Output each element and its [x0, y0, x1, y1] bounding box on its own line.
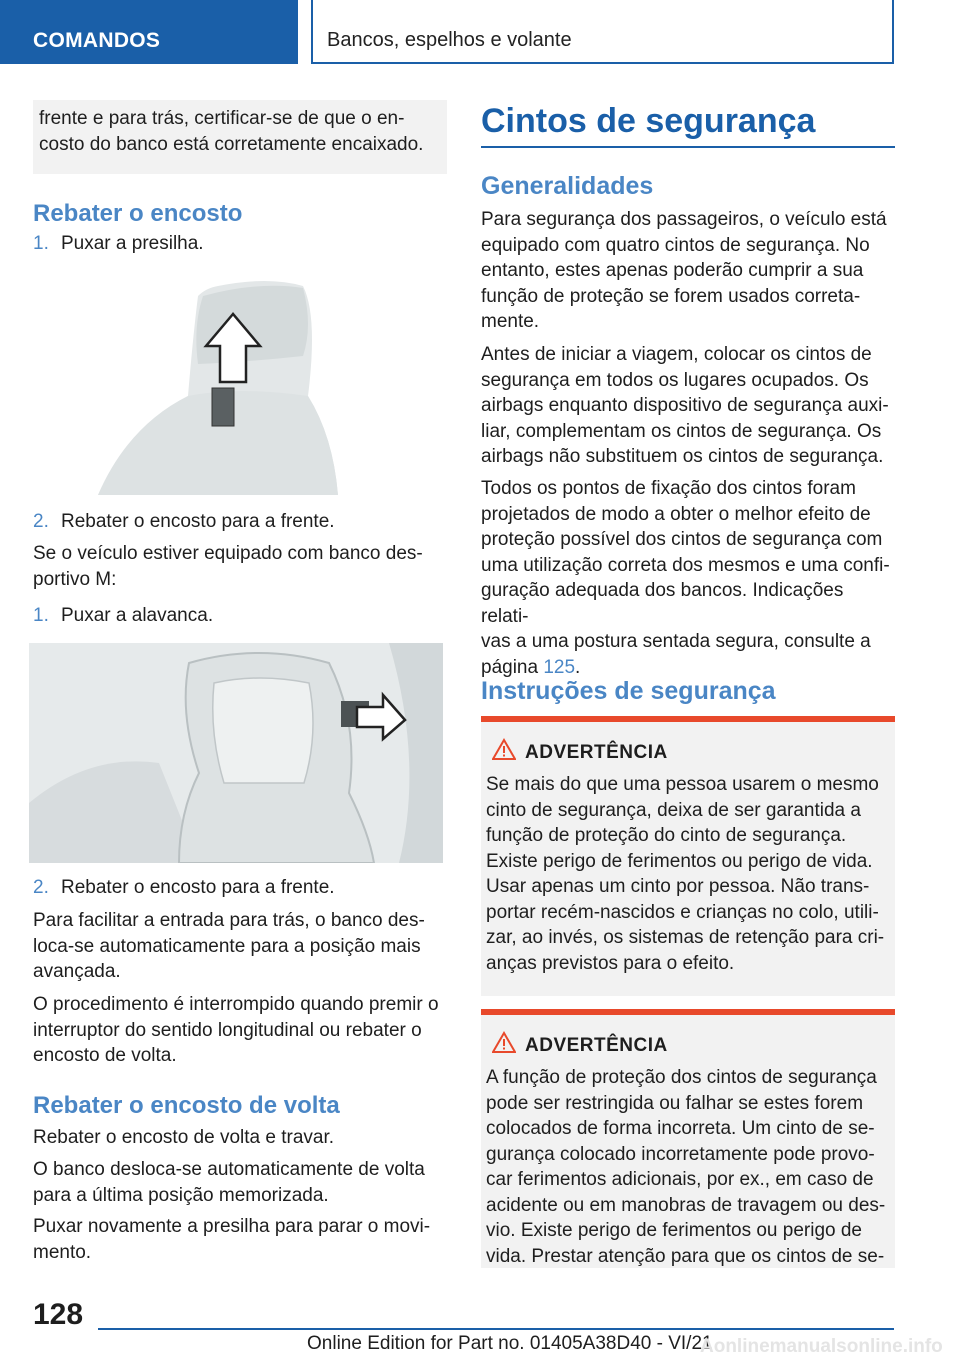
paragraph: [33, 1214, 447, 1265]
step-number: 1.: [33, 605, 49, 626]
text-line: Puxar novamente a presilha para parar o movi-: [33, 1216, 431, 1237]
text-line: Existe perigo de ferimentos ou perigo de vida.: [486, 850, 873, 872]
paragraph: [481, 476, 895, 680]
text-line: Se o veículo estiver equipado com banco des-: [33, 543, 423, 564]
chapter-label: Bancos, espelhos e volante: [327, 29, 572, 51]
text-line: Rebater o encosto de volta e travar.: [33, 1127, 335, 1148]
section-label: COMANDOS: [33, 29, 161, 52]
text-line: portivo M:: [33, 568, 117, 590]
paragraph: [33, 541, 447, 592]
text-line: guração adequada dos bancos. Indicações relati-: [481, 580, 844, 627]
text-line: entanto, estes apenas poderão cumprir a sua: [481, 260, 864, 281]
text-line: vida. Prestar atenção para que os cintos de se-: [486, 1245, 885, 1267]
text-line: uma utilização correta dos mesmos e uma confi-: [481, 554, 890, 576]
step-number: 1.: [33, 233, 49, 254]
text-line: para a última posição memorizada.: [33, 1184, 329, 1206]
text-line: loca-se automaticamente para a posição mais: [33, 935, 421, 957]
watermark: Aonlinemanualsonline.info: [700, 1336, 943, 1357]
step-item: [33, 231, 204, 256]
title-underline: [481, 146, 895, 148]
text-line: anças previstos para o efeito.: [486, 952, 735, 974]
text-line: avançada.: [33, 961, 121, 982]
heading-generalidades: Generalidades: [481, 172, 654, 200]
warning-triangle-icon: [492, 738, 516, 760]
text-line: interruptor do sentido longitudinal ou rebater o: [33, 1019, 422, 1041]
text-line: airbags enquanto dispositivo de segurança auxi-: [481, 395, 889, 416]
warning-box: [481, 716, 895, 996]
text-line: A função de proteção dos cintos de segurança: [486, 1067, 877, 1088]
step-item: [33, 875, 335, 900]
sport-seat-illustration: [29, 643, 443, 863]
text-line: Para segurança dos passageiros, o veículo está: [481, 209, 887, 230]
page-title: Cintos de segurança: [481, 102, 816, 140]
step-text: Puxar a alavanca.: [61, 605, 214, 626]
text-line: Para facilitar a entrada para trás, o banco des-: [33, 910, 425, 931]
step-number: 2.: [33, 877, 49, 898]
text-line: Antes de iniciar a viagem, colocar os cintos de: [481, 344, 872, 365]
intro-note: [33, 100, 447, 174]
text-line: pode ser restringida ou falhar se estes forem: [486, 1092, 864, 1114]
warning-body: [486, 772, 886, 976]
paragraph: [33, 908, 447, 985]
text-line: O banco desloca-se automaticamente de volta: [33, 1159, 425, 1180]
text-line: vio. Existe perigo de ferimentos ou perigo de: [486, 1220, 862, 1241]
step-text: Rebater o encosto para a frente.: [61, 877, 335, 898]
text-line: Usar apenas um cinto por pessoa. Não trans-: [486, 876, 870, 897]
warning-body: [486, 1065, 886, 1269]
text-line: vas a uma postura sentada segura, consulte a: [481, 631, 871, 652]
section-tab[interactable]: [0, 0, 298, 64]
paragraph: [481, 342, 895, 470]
text-line: cinto de segurança, deixa de ser garantida a: [486, 799, 861, 821]
text-line: car ferimentos adicionais, por ex., em caso de: [486, 1169, 874, 1190]
text-line: Todos os pontos de fixação dos cintos foram: [481, 478, 856, 499]
paragraph: [33, 992, 447, 1069]
text-line: proteção possível dos cintos de segurança com: [481, 529, 883, 550]
footer-rule: [98, 1328, 894, 1330]
text-line: portar recém-nascidos e crianças no colo, utili-: [486, 901, 879, 923]
intro-note-line: frente e para trás, certificar-se de que o en-: [39, 108, 405, 129]
text-line: liar, complementam os cintos de segurança. Os: [481, 420, 882, 442]
text-line: segurança em todos os lugares ocupados. Os: [481, 369, 869, 391]
page-number: 128: [33, 1298, 84, 1331]
page-link[interactable]: 125: [543, 656, 576, 678]
step-item: [33, 509, 335, 534]
text-line: acidente ou em manobras de travagem ou des-: [486, 1194, 886, 1216]
text-line: gurança colocado incorretamente pode provo-: [486, 1143, 875, 1165]
heading-rebater-volta: Rebater o encosto de volta: [33, 1092, 340, 1119]
text-line: Se mais do que uma pessoa usarem o mesmo: [486, 774, 879, 795]
text-line: O procedimento é interrompido quando premir o: [33, 994, 439, 1015]
text-fragment: página: [481, 656, 544, 678]
heading-instrucoes: Instruções de segurança: [481, 677, 776, 705]
step-text: Rebater o encosto para a frente.: [61, 511, 335, 532]
text-line: mente.: [481, 311, 540, 332]
step-text: Puxar a presilha.: [61, 233, 204, 254]
warning-triangle-icon: [492, 1031, 516, 1053]
text-fragment: .: [575, 656, 581, 678]
step-item: [33, 603, 213, 628]
text-line: função de proteção se forem usados correta-: [481, 285, 861, 307]
intro-note-line: costo do banco está corretamente encaixado.: [39, 133, 424, 155]
headrest-illustration: [88, 276, 358, 495]
paragraph: [481, 207, 895, 335]
text-line: projetados de modo a obter o melhor efeito de: [481, 503, 871, 525]
warning-box: [481, 1009, 895, 1268]
warning-title: ADVERTÊNCIA: [525, 742, 668, 763]
paragraph: [33, 1125, 447, 1151]
text-line: zar, ao invés, os sistemas de retenção para cri-: [486, 927, 885, 948]
chapter-tab[interactable]: [311, 0, 894, 64]
heading-rebater: Rebater o encosto: [33, 200, 243, 227]
edition-line: Online Edition for Part no. 01405A38D40 - VI/21: [307, 1333, 713, 1354]
text-line: colocados de forma incorreta. Um cinto de se-: [486, 1118, 875, 1139]
paragraph: [33, 1157, 447, 1208]
step-number: 2.: [33, 511, 49, 532]
text-line: airbags não substituem os cintos de segurança.: [481, 446, 884, 467]
warning-title: ADVERTÊNCIA: [525, 1035, 668, 1056]
text-line: função de proteção do cinto de segurança.: [486, 825, 847, 846]
text-line: equipado com quatro cintos de segurança. No: [481, 234, 870, 256]
text-line: encosto de volta.: [33, 1045, 177, 1066]
text-line: mento.: [33, 1241, 92, 1263]
